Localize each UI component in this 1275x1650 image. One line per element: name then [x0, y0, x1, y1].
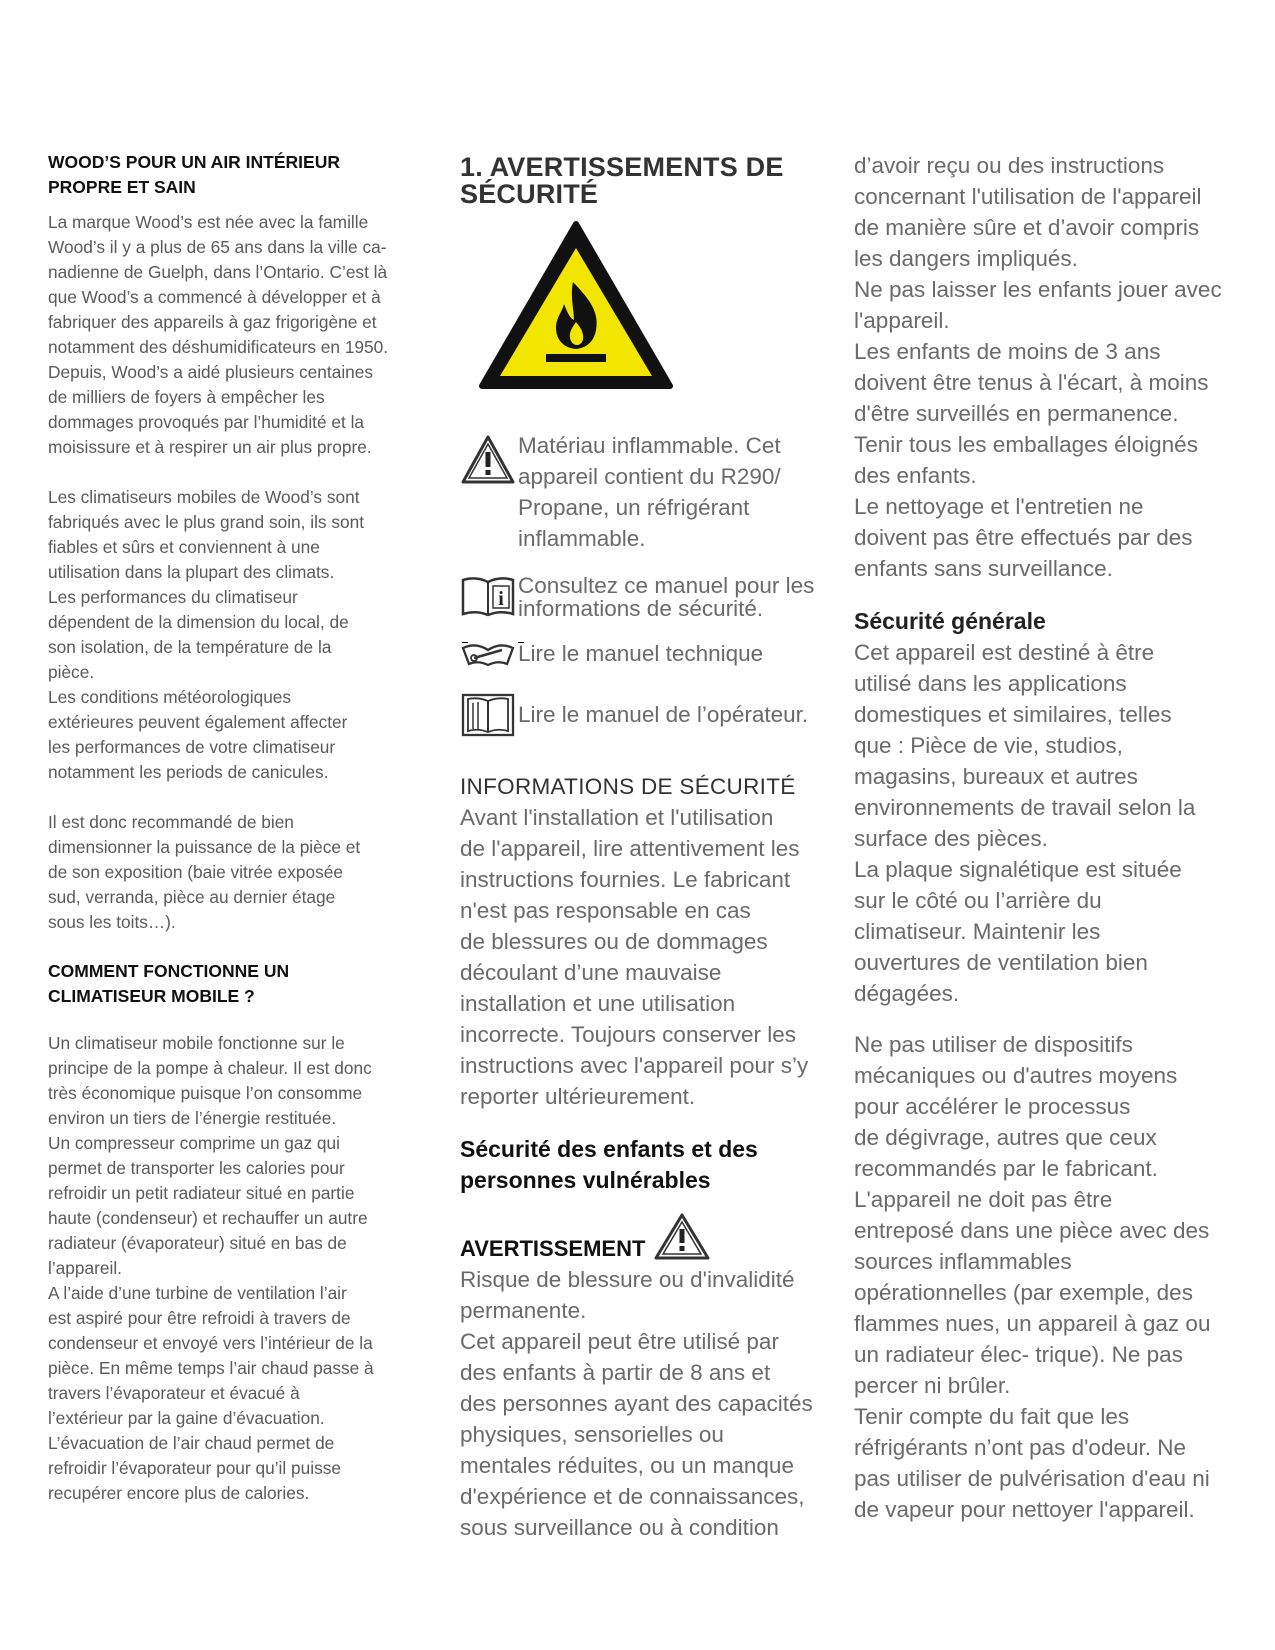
text-line: physiques, sensorielles ou	[460, 1422, 724, 1447]
text-line: permet de transporter les calories pour	[48, 1158, 345, 1178]
text-line: moisissure et à respirer un air plus propre.	[48, 437, 372, 457]
text-line: l'appareil.	[854, 308, 950, 333]
heading-line: Sécurité des enfants et des	[460, 1136, 758, 1162]
paragraph-fonctionnement	[48, 1031, 428, 1506]
text-line: pièce. En même temps l’air chaud passe à	[48, 1358, 374, 1378]
text-line: mentales réduites, ou un manque	[460, 1453, 794, 1478]
general-safety-heading: Sécurité générale	[854, 608, 1046, 634]
text-line: travers l’évaporateur et évacué à	[48, 1383, 300, 1403]
text-line: permanente.	[460, 1298, 587, 1323]
text-line: Ne pas laisser les enfants jouer avec	[854, 277, 1222, 302]
heading-line: WOOD’S POUR UN AIR INTÉRIEUR	[48, 152, 340, 172]
text-line: Consultez ce manuel pour les	[518, 573, 815, 598]
children-safety-heading	[460, 1134, 840, 1196]
text-line: les dangers impliqués.	[854, 246, 1078, 271]
text-line: utilisation dans la plupart des climats.	[48, 562, 335, 582]
text-line: dégagées.	[854, 981, 960, 1006]
text-line: extérieures peuvent également affecter	[48, 712, 348, 732]
text-line: L'appareil ne doit pas être	[854, 1187, 1113, 1212]
info-paragraph	[460, 802, 840, 1112]
text-line: enfants sans surveillance.	[854, 556, 1113, 581]
text-line: d'expérience et de connaissances,	[460, 1484, 805, 1509]
text-line: Le nettoyage et l'entretien ne	[854, 494, 1144, 519]
text-line: son isolation, de la température de la	[48, 637, 332, 657]
text-line: A l’aide d’une turbine de ventilation l’air	[48, 1283, 347, 1303]
title-line: 1. AVERTISSEMENTS DE	[460, 152, 784, 182]
text-line: Un compresseur comprime un gaz qui	[48, 1133, 340, 1153]
text-line: Risque de blessure ou d'invalidité	[460, 1267, 795, 1292]
text-line: entreposé dans une pièce avec des	[854, 1218, 1210, 1243]
paragraph-recommandation	[48, 810, 428, 935]
text-line: La marque Wood’s est née avec la famille	[48, 212, 369, 232]
heading-line: COMMENT FONCTIONNE UN	[48, 961, 290, 981]
text-line: Ne pas utiliser de dispositifs	[854, 1032, 1133, 1057]
text-line: Wood’s il y a plus de 65 ans dans la ville ca-	[48, 237, 387, 257]
text-line: Depuis, Wood’s a aidé plusieurs centaines	[48, 362, 374, 382]
open-book-wrench-icon	[460, 638, 516, 668]
text-line: refroidir un petit radiateur situé en partie	[48, 1183, 355, 1203]
text-line: Avant l'installation et l'utilisation	[460, 805, 774, 830]
column-middle	[460, 150, 840, 1543]
warning-paragraph	[460, 1264, 840, 1543]
flammable-material-row	[460, 430, 840, 554]
heading-woods	[48, 150, 428, 200]
text-line: Les performances du climatiseur	[48, 587, 298, 607]
text-line: percer ni brûler.	[854, 1373, 1011, 1398]
text-line: Matériau inflammable. Cet	[518, 433, 781, 458]
text-line: réfrigérants n’ont pas d'odeur. Ne	[854, 1435, 1186, 1460]
text-line: doivent être tenus à l'écart, à moins	[854, 370, 1209, 395]
text-line: est aspiré pour être refroidi à travers de	[48, 1308, 351, 1328]
text-line: très économique puisque l’on consomme	[48, 1083, 363, 1103]
warning-triangle-icon	[460, 434, 516, 486]
text-line: sous surveillance ou à condition	[460, 1515, 779, 1540]
text-line: l’extérieur par la gaine d’évacuation.	[48, 1408, 325, 1428]
text-line: dépendent de la dimension du local, de	[48, 612, 349, 632]
text-line: de son exposition (baie vitrée exposée	[48, 862, 343, 882]
text-line: sous les toits…).	[48, 912, 176, 932]
text-line: Tenir compte du fait que les	[854, 1404, 1130, 1429]
text-line: La plaque signalétique est située	[854, 857, 1182, 882]
text-line: reporter ultérieurement.	[460, 1084, 696, 1109]
paragraph-brand	[48, 210, 428, 460]
text-line: pour accélérer le processus	[854, 1094, 1131, 1119]
text-line: fabriquer des appareils à gaz frigorigène et	[48, 312, 377, 332]
heading-comment-fonctionne	[48, 959, 428, 1009]
text-line: fabriqués avec le plus grand soin, ils sont	[48, 512, 365, 532]
text-line: installation et une utilisation	[460, 991, 736, 1016]
text-line: des personnes ayant des capacités	[460, 1391, 813, 1416]
text-line: Les conditions météorologiques	[48, 687, 292, 707]
text-line: concernant l'utilisation de l'appareil	[854, 184, 1202, 209]
text-line: environnements de travail selon la	[854, 795, 1196, 820]
text-line: instructions fournies. Le fabricant	[460, 867, 791, 892]
text-line: L’évacuation de l’air chaud permet de	[48, 1433, 335, 1453]
text-line: nadienne de Guelph, dans l’Ontario. C’est là	[48, 262, 388, 282]
text-line: surface des pièces.	[854, 826, 1048, 851]
text-line: notamment des déshumidificateurs en 1950.	[48, 337, 389, 357]
text-line: informations de sécurité.	[518, 596, 764, 621]
paragraph-climatiseurs	[48, 485, 428, 785]
text-line: les performances de votre climatiseur	[48, 737, 336, 757]
text-line: Un climatiseur mobile fonctionne sur le	[48, 1033, 345, 1053]
text-line: que Wood’s a commencé à développer et à	[48, 287, 381, 307]
operator-manual-row	[460, 691, 840, 739]
text-line: l’appareil.	[48, 1258, 122, 1278]
text-line: de milliers de foyers à empêcher les	[48, 387, 325, 407]
text-line: découlant d’une mauvaise	[460, 960, 722, 985]
text-line: dimensionner la puissance de la pièce et	[48, 837, 361, 857]
text-line: incorrecte. Toujours conserver les	[460, 1022, 796, 1047]
text-line: radiateur (évaporateur) situé en bas de	[48, 1233, 347, 1253]
text-line: Cet appareil est destiné à être	[854, 640, 1155, 665]
text-line: appareil contient du R290/	[518, 464, 781, 489]
text-line: de vapeur pour nettoyer l'appareil.	[854, 1497, 1195, 1522]
paragraph-children-continued	[854, 150, 1254, 584]
text-line: ouvertures de ventilation bien	[854, 950, 1148, 975]
text-line: instructions avec l'appareil pour s’y	[460, 1053, 809, 1078]
text-line: recommandés par le fabricant.	[854, 1156, 1158, 1181]
column-left	[48, 150, 428, 1506]
paragraph-defrost	[854, 1029, 1254, 1525]
text-line: Tenir tous les emballages éloignés	[854, 432, 1198, 457]
heading-line: personnes vulnérables	[460, 1167, 711, 1193]
text-line: Cet appareil peut être utilisé par	[460, 1329, 779, 1354]
consult-text	[518, 574, 814, 620]
open-book-icon	[460, 691, 516, 739]
text-line: pièce.	[48, 662, 95, 682]
warning-triangle-icon	[653, 1212, 711, 1262]
text-line: inflammable.	[518, 526, 646, 551]
text-line: de dégivrage, autres que ceux	[854, 1125, 1157, 1150]
text-line: des enfants.	[854, 463, 977, 488]
text-line: Les climatiseurs mobiles de Wood’s sont	[48, 487, 360, 507]
flammable-text	[518, 430, 781, 554]
text-line: sources inflammables	[854, 1249, 1072, 1274]
text-line: domestiques et similaires, telles	[854, 702, 1172, 727]
text-line: recupérer encore plus de calories.	[48, 1483, 310, 1503]
text-line: opérationnelles (par exemple, des	[854, 1280, 1193, 1305]
text-line: utilisé dans les applications	[854, 671, 1127, 696]
operator-manual-text: Lire le manuel de l’opérateur.	[518, 702, 809, 727]
text-line: n'est pas responsable en cas	[460, 898, 751, 923]
text-line: des enfants à partir de 8 ans et	[460, 1360, 771, 1385]
warning-label: AVERTISSEMENT	[460, 1236, 646, 1261]
warning-label-row	[460, 1212, 840, 1264]
flammable-warning-icon	[476, 218, 676, 394]
heading-line: PROPRE ET SAIN	[48, 177, 196, 197]
heading-line: CLIMATISEUR MOBILE ?	[48, 986, 255, 1006]
text-line: magasins, bureaux et autres	[854, 764, 1138, 789]
info-heading: INFORMATIONS DE SÉCURITÉ	[460, 774, 796, 799]
text-line: Propane, un réfrigérant	[518, 495, 750, 520]
text-line: notamment les periods de canicules.	[48, 762, 329, 782]
text-line: fiables et sûrs et conviennent à une	[48, 537, 320, 557]
svg-text:i: i	[498, 588, 504, 610]
text-line: un radiateur élec- trique). Ne pas	[854, 1342, 1183, 1367]
text-line: climatiseur. Maintenir les	[854, 919, 1101, 944]
title-line: SÉCURITÉ	[460, 179, 599, 209]
text-line: haute (condenseur) et rechauffer un autre	[48, 1208, 368, 1228]
text-line: d’avoir reçu ou des instructions	[854, 153, 1165, 178]
section-title	[460, 154, 840, 208]
text-line: sud, verranda, pièce au dernier étage	[48, 887, 336, 907]
text-line: de blessures ou de dommages	[460, 929, 768, 954]
text-line: environ un tiers de l’énergie restituée.	[48, 1108, 337, 1128]
technical-manual-row	[460, 638, 840, 669]
text-line: flammes nues, un appareil à gaz ou	[854, 1311, 1211, 1336]
text-line: de l'appareil, lire attentivement les	[460, 836, 800, 861]
text-line: que : Pièce de vie, studios,	[854, 733, 1123, 758]
technical-manual-text: Lire le manuel technique	[518, 641, 764, 666]
paragraph-general	[854, 637, 1254, 1009]
text-line: pas utiliser de pulvérisation d'eau ni	[854, 1466, 1210, 1491]
text-line: dommages provoqués par l’humidité et la	[48, 412, 365, 432]
text-line: mécaniques ou d'autres moyens	[854, 1063, 1178, 1088]
text-line: condenseur et envoyé vers l’intérieur de la	[48, 1333, 373, 1353]
text-line: doivent pas être effectués par des	[854, 525, 1193, 550]
text-line: Il est donc recommandé de bien	[48, 812, 294, 832]
text-line: de manière sûre et d’avoir compris	[854, 215, 1200, 240]
text-line: Les enfants de moins de 3 ans	[854, 339, 1161, 364]
text-line: refroidir l’évaporateur pour qu’il puisse	[48, 1458, 341, 1478]
text-line: principe de la pompe à chaleur. Il est donc	[48, 1058, 372, 1078]
text-line: d'être surveillés en permanence.	[854, 401, 1179, 426]
column-right	[854, 150, 1254, 1525]
consult-manual-row	[460, 570, 840, 620]
text-line: sur le côté ou l’arrière du	[854, 888, 1102, 913]
manual-info-icon	[460, 574, 516, 618]
